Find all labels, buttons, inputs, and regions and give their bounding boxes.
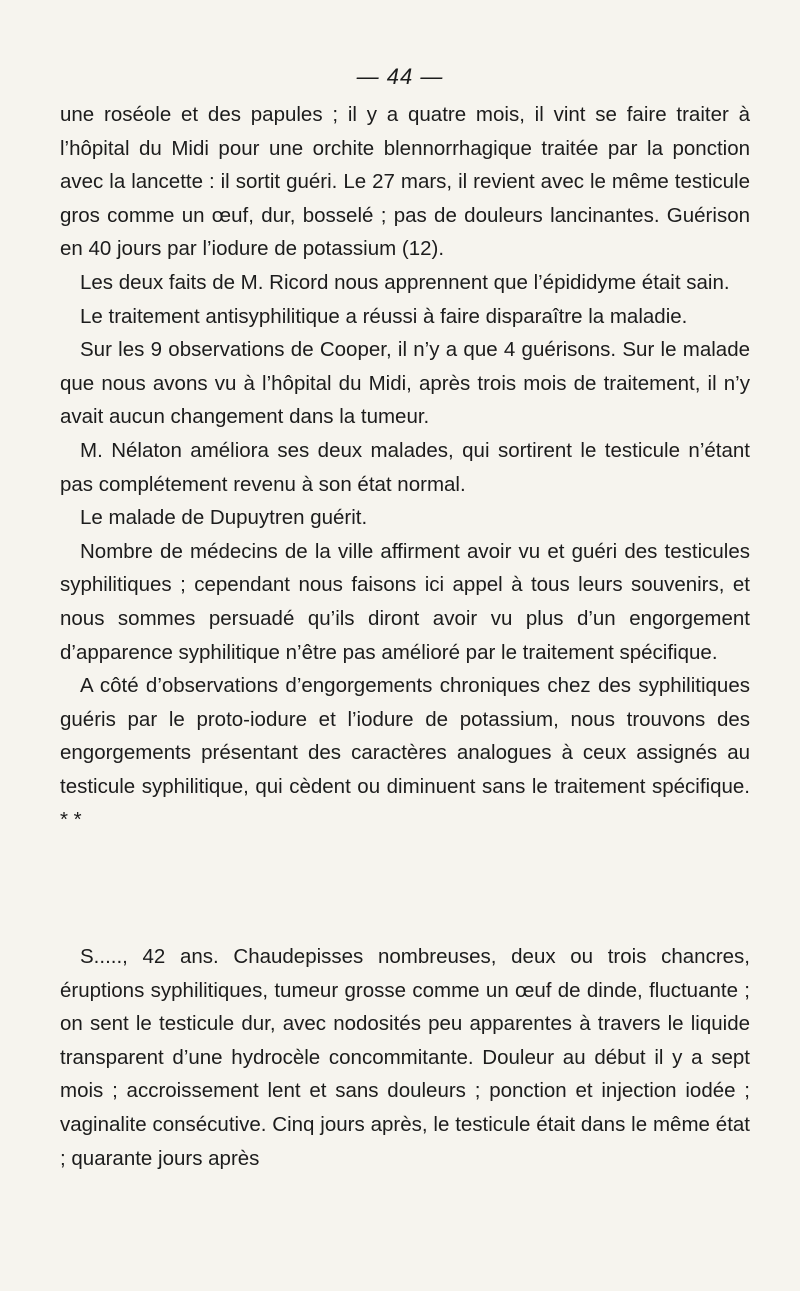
paragraph: Le malade de Dupuytren guérit. [80,506,368,530]
main-text-bottom [60,940,750,1175]
paragraph: Sur les 9 observations de Cooper, il n’y a que 4 guérisons. Sur le malade que nous avons vu à l’hôpital du Midi, après trois mois de traitement, il n’y avait aucun changement dans la tumeur. [60,338,750,429]
paragraph: Les deux faits de M. Ricord nous apprennent que l’épididyme était sain. [80,270,730,294]
main-text-top [60,98,750,837]
page-number: — 44 — [356,64,444,89]
paragraph: A côté d’observations d’engorgements chroniques chez des syphilitiques guéris par le proto-iodure et l’iodure de potassium, nous trouvons des engorgements présentant des caractères analogues à ceux assignés au testicule syphilitique, qui cèdent ou diminuent sans le traitement spécifique. * * [60,674,750,832]
paragraph: Nombre de médecins de la ville affirment avoir vu et guéri des testicules syphilitiques ; cependant nous faisons ici appel à tous leurs souvenirs, et nous sommes persuadé qu’ils diront avoir vu plus d’un engorgement d’apparence syphilitique n’être pas amélioré par le traitement spécifique. [60,539,750,664]
paragraph: S....., 42 ans. Chaudepisses nombreuses, deux ou trois chancres, éruptions syphilitiques, tumeur grosse comme un œuf de dinde, fluctuante ; on sent le testicule dur, avec nodosités peu apparentes à travers le liquide transparent d’une hydrocèle concommitante. Douleur au début il y a sept mois ; accroissement lent et sans douleurs ; ponction et injection iodée ; vaginalite consécutive. Cinq jours après, le testicule était dans le même état ; quarante jours après [60,945,750,1170]
paragraph: M. Nélaton améliora ses deux malades, qui sortirent le testicule n’étant pas complétement revenu à son état normal. [60,438,750,496]
paragraph: Le traitement antisyphilitique a réussi à faire disparaître la maladie. [80,304,688,328]
paragraph: une roséole et des papules ; il y a quatre mois, il vint se faire traiter à l’hôpital du Midi pour une orchite blennorrhagique traitée par la ponction avec la lancette : il sortit guéri. Le 27 mars, il revient avec le même testicule gros comme un œuf, dur, bosselé ; pas de douleurs lancinantes. Guérison en 40 jours par l’iodure de potassium (12). [60,103,750,261]
